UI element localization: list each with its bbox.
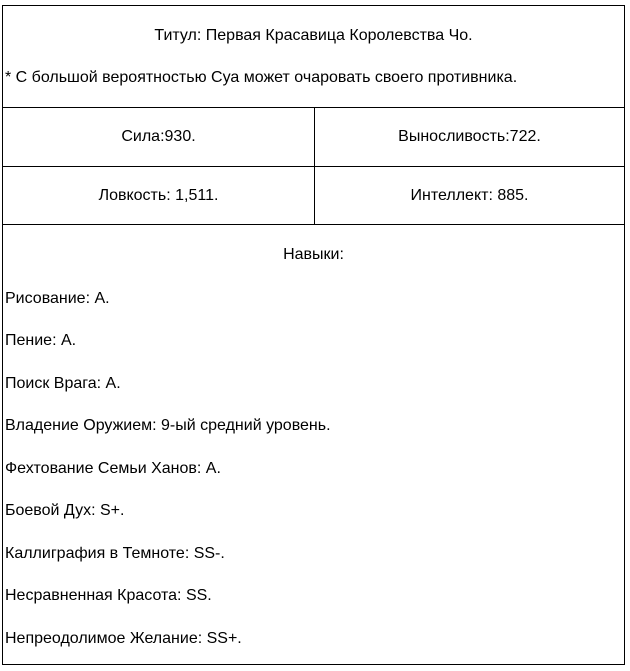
skill-item: Рисование: А.: [5, 290, 110, 307]
endurance-value: Выносливость:722.: [398, 128, 541, 145]
skill-item: Поиск Врага: А.: [5, 375, 121, 392]
endurance-cell: [315, 108, 624, 166]
intellect-cell: [315, 167, 624, 224]
skill-item: Несравненная Красота: SS.: [5, 587, 212, 604]
agility-cell: [3, 167, 314, 224]
title-note: * С большой вероятностью Суа может очаровать своего противника.: [5, 69, 518, 86]
strength-value: Сила:930.: [121, 128, 196, 145]
skills-section: [3, 225, 624, 664]
title-row: [3, 6, 624, 107]
agility-value: Ловкость: 1,511.: [98, 186, 219, 204]
title-text: Титул: Первая Красавица Королевства Чо.: [154, 27, 473, 44]
skills-heading: Навыки:: [283, 246, 344, 263]
column-divider: [314, 107, 315, 224]
skill-item: Владение Оружием: 9-ый средний уровень.: [5, 417, 331, 434]
skill-item: Фехтование Семьи Ханов: А.: [5, 460, 221, 477]
skill-item: Каллиграфия в Темноте: SS-.: [5, 545, 225, 562]
skill-item: Боевой Дух: S+.: [5, 502, 125, 519]
intellect-value: Интеллект: 885.: [410, 186, 529, 204]
strength-cell: [3, 108, 314, 166]
skill-item: Пение: А.: [5, 332, 77, 349]
character-stats-table: [2, 5, 625, 665]
skill-item: Непреодолимое Желание: SS+.: [5, 630, 242, 647]
